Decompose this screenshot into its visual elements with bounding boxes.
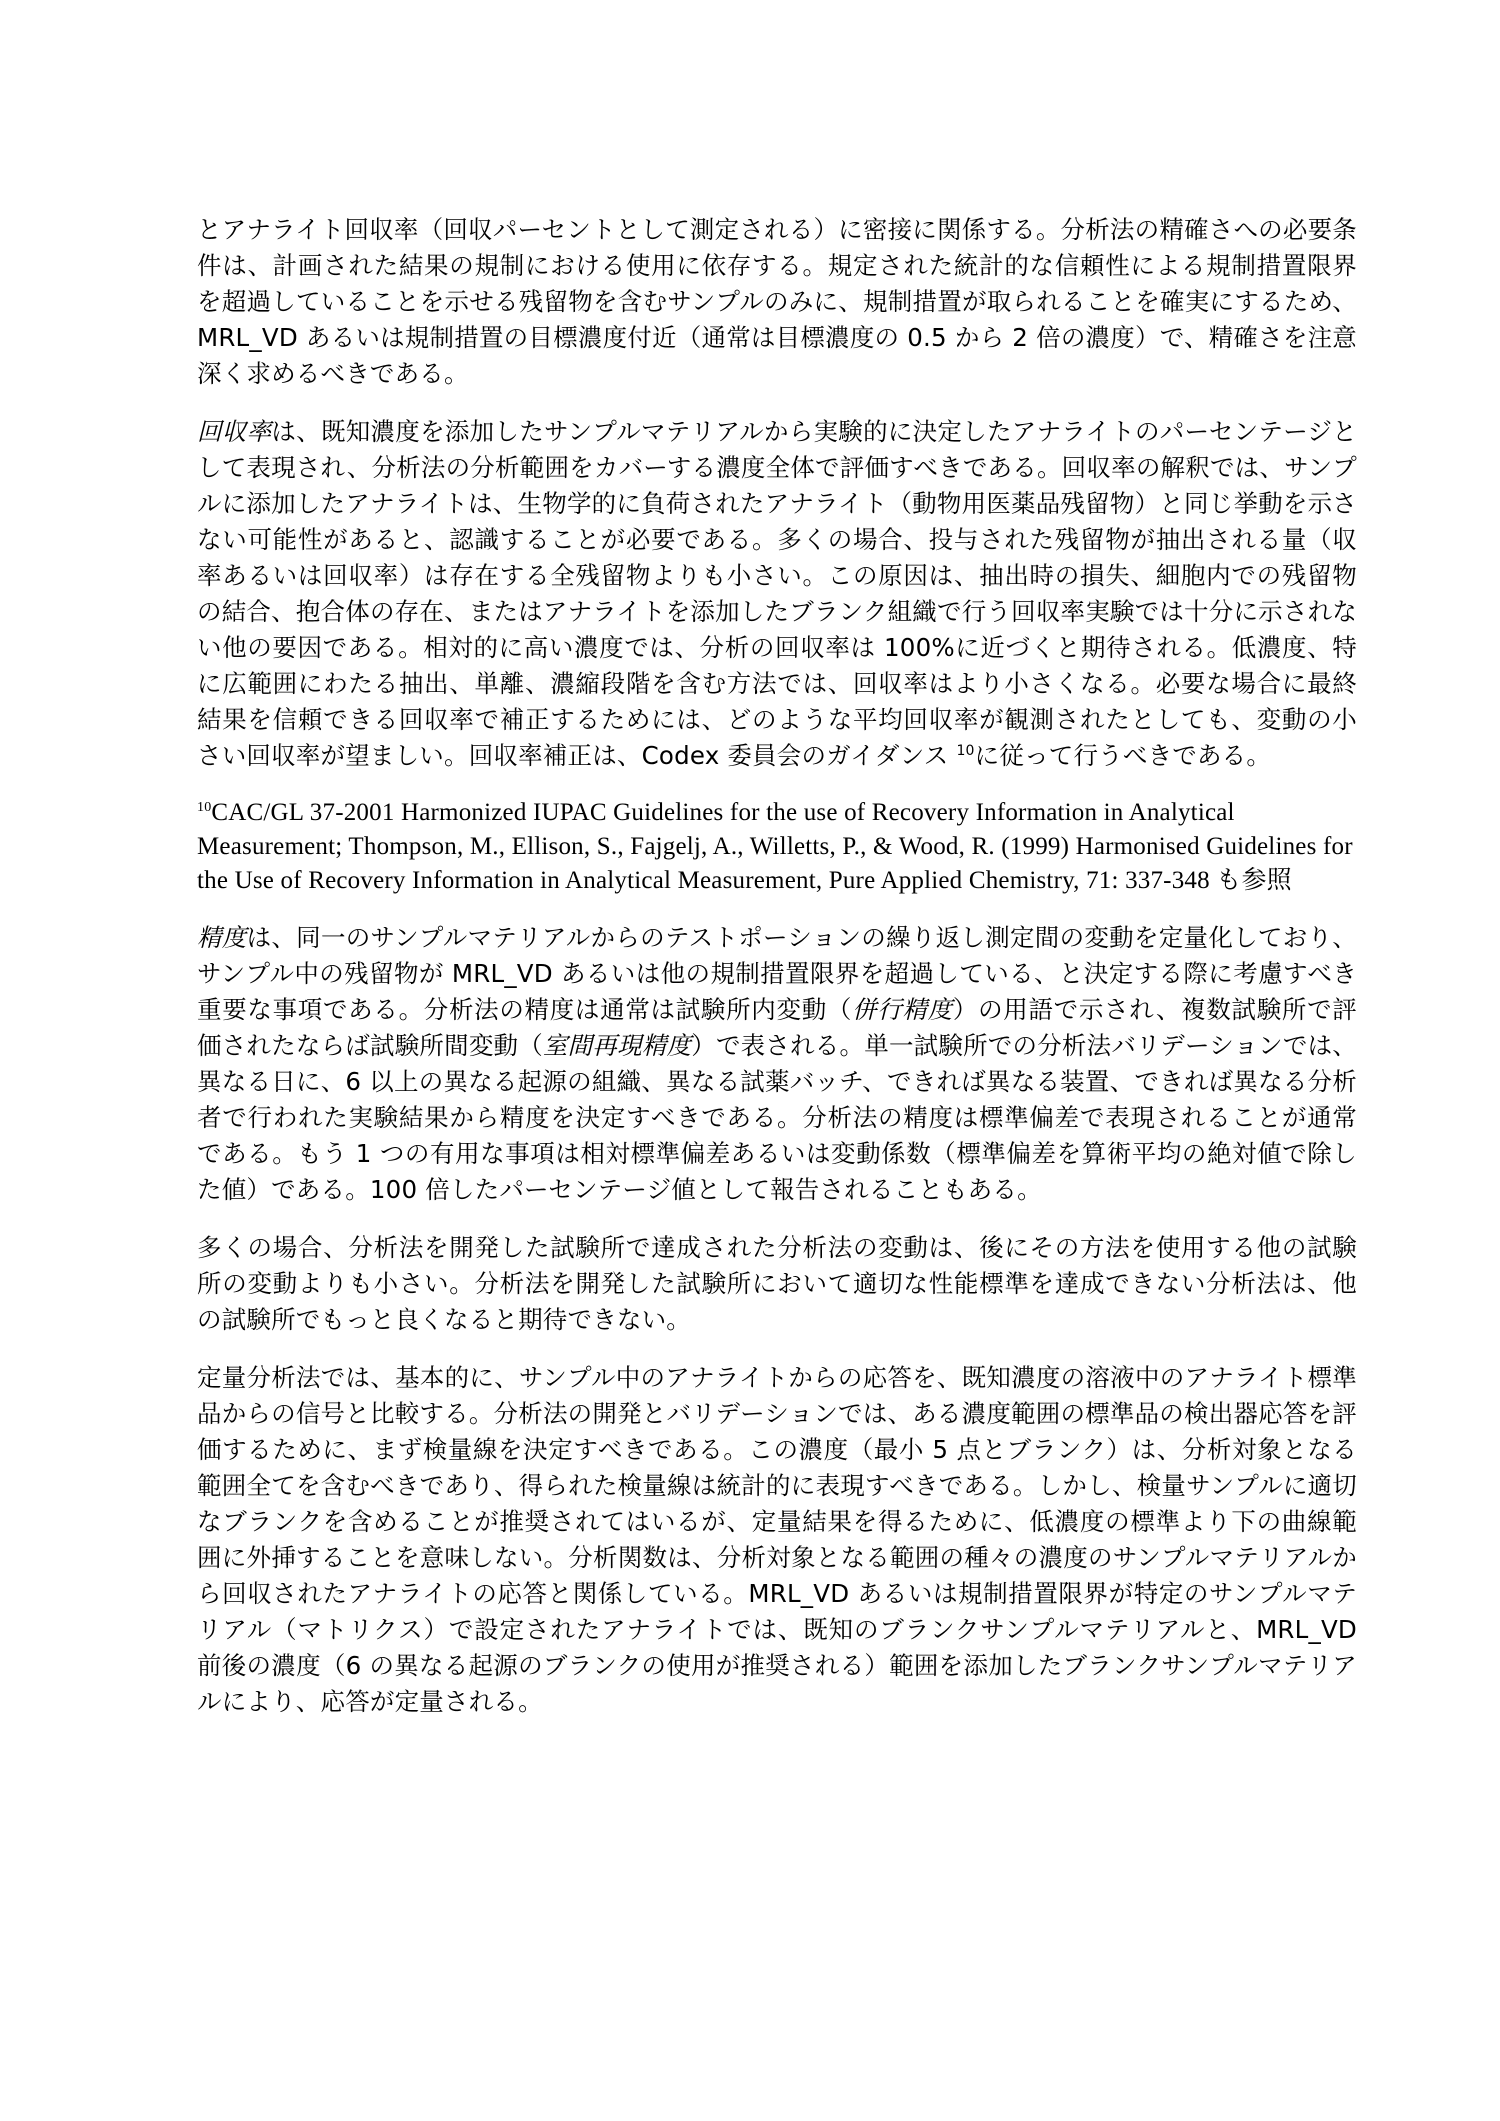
term-precision: 精度 [197, 923, 247, 952]
paragraph-precision [197, 920, 1357, 1208]
paragraph-text: とアナライト回収率（回収パーセントとして測定される）に密接に関係する。分析法の精確さへの必要条件は、計画された結果の規制における使用に依存する。規定された統計的な信頼性による規制措置限界を超過していることを示せる残留物を含むサンプルのみに、規制措置が取られることを確実にするため、MRL_VD あるいは規制措置の目標濃度付近（通常は目標濃度の 0.5 から 2 倍の濃度）で、精確さを注意深く求めるべきである。 [197, 215, 1357, 388]
footnote-reference: 10 [956, 743, 975, 759]
paragraph-text-end: ）で表される。単一試験所での分析法バリデーションでは、異なる日に、6 以上の異なる起源の組織、異なる試薬バッチ、できれば異なる装置、できれば異なる分析者で行われた実験結果から精度を決定すべきである。分析法の精度は標準偏差で表現されることが通常である。もう 1 つの有用な事項は相対標準偏差あるいは変動係数（標準偏差を算術平均の絶対値で除した値）である。100 倍したパーセンテージ値として報告されることもある。 [197, 1031, 1357, 1204]
paragraph-accuracy [197, 212, 1357, 392]
paragraph-calibration [197, 1360, 1357, 1720]
paragraph-recovery [197, 414, 1357, 774]
paragraph-text: は、既知濃度を添加したサンプルマテリアルから実験的に決定したアナライトのパーセンテージとして表現され、分析法の分析範囲をカバーする濃度全体で評価すべきである。回収率の解釈では、サンプルに添加したアナライトは、生物学的に負荷されたアナライト（動物用医薬品残留物）と同じ挙動を示さない可能性があると、認識することが必要である。多くの場合、投与された残留物が抽出される量（収率あるいは回収率）は存在する全残留物よりも小さい。この原因は、抽出時の損失、細胞内での残留物の結合、抱合体の存在、またはアナライトを添加したブランク組織で行う回収率実験では十分に示されない他の要因である。相対的に高い濃度では、分析の回収率は 100%に近づくと期待される。低濃度、特に広範囲にわたる抽出、単離、濃縮段階を含む方法では、回収率はより小さくなる。必要な場合に最終結果を信頼できる回収率で補正するためには、どのような平均回収率が観測されたとしても、変動の小さい回収率が望ましい。回収率補正は、Codex 委員会のガイダンス [197, 417, 1357, 770]
paragraph-text: 定量分析法では、基本的に、サンプル中のアナライトからの応答を、既知濃度の溶液中のアナライト標準品からの信号と比較する。分析法の開発とバリデーションでは、ある濃度範囲の標準品の検出器応答を評価するために、まず検量線を決定すべきである。この濃度（最小 5 点とブランク）は、分析対象となる範囲全てを含むべきであり、得られた検量線は統計的に表現すべきである。しかし、検量サンプルに適切なブランクを含めることが推奨されてはいるが、定量結果を得るために、低濃度の標準より下の曲線範囲に外挿することを意味しない。分析関数は、分析対象となる範囲の種々の濃度のサンプルマテリアルから回収されたアナライトの応答と関係している。MRL_VD あるいは規制措置限界が特定のサンプルマテリアル（マトリクス）で設定されたアナライトでは、既知のブランクサンプルマテリアルと、MRL_VD 前後の濃度（6 の異なる起源のブランクの使用が推奨される）範囲を添加したブランクサンプルマテリアルにより、応答が定量される。 [197, 1363, 1357, 1716]
paragraph-text-mid: ）の用語で示され、複数試験所で評価されたならば試験所間変動（ [197, 995, 1357, 1060]
paragraph-text: 多くの場合、分析法を開発した試験所で達成された分析法の変動は、後にその方法を使用する他の試験所の変動よりも小さい。分析法を開発した試験所において適切な性能標準を達成できない分析法は、他の試験所でもっと良くなると期待できない。 [197, 1233, 1357, 1334]
paragraph-text-end: に従って行うべきである。 [974, 741, 1272, 770]
document-page [197, 212, 1357, 1742]
footnote-text: CAC/GL 37-2001 Harmonized IUPAC Guidelines for the use of Recovery Information in Analytical Measurement; Thompson, M., Ellison, S., Fajgelj, A., Willetts, P., & Wood, R. (1999) Harmonised Guidelines for the Use of Recovery Information in Analytical Measurement, Pure Applied Chemistry, 71: 337-348 も参照 [197, 799, 1353, 894]
paragraph-text: は、同一のサンプルマテリアルからのテストポーションの繰り返し測定間の変動を定量化しており、サンプル中の残留物が MRL_VD あるいは他の規制措置限界を超過している、と決定する際に考慮すべき重要な事項である。分析法の精度は通常は試験所内変動（ [197, 923, 1357, 1024]
footnote-number: 10 [197, 800, 212, 815]
term-reproducibility: 室間再現精度 [542, 1031, 692, 1060]
paragraph-variability [197, 1230, 1357, 1338]
term-repeatability: 併行精度 [852, 995, 953, 1024]
term-recovery: 回収率 [197, 417, 272, 446]
footnote [197, 796, 1357, 898]
